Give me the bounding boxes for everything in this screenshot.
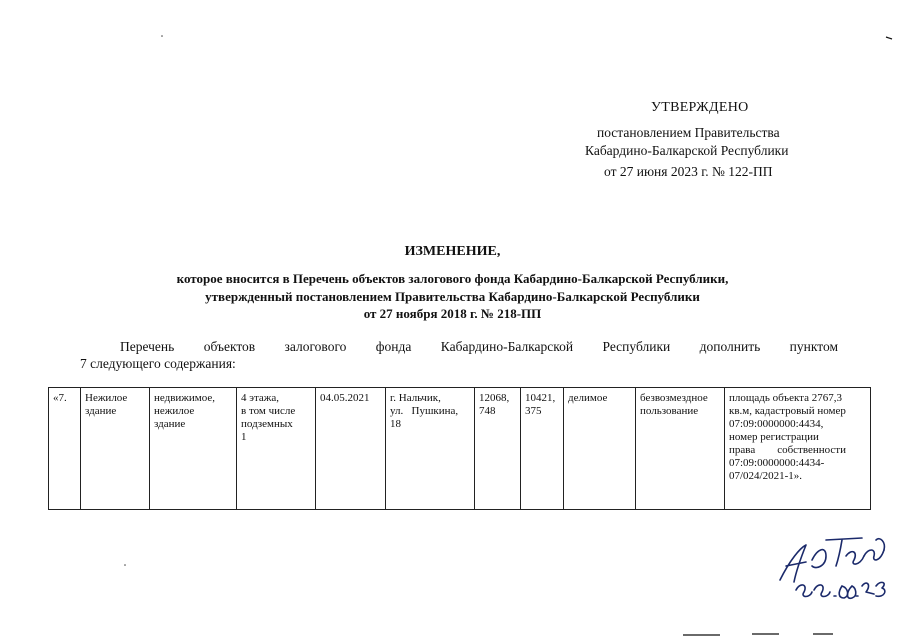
- cell-type: недвижимое, нежилое здание: [150, 388, 237, 510]
- paragraph-word: Перечень: [120, 339, 175, 354]
- approval-heading: УТВЕРЖДЕНО: [651, 100, 749, 115]
- title-line-3: от 27 ноября 2018 г. № 218-ПП: [363, 306, 542, 321]
- approval-line-1: постановлением Правительства: [597, 125, 780, 140]
- cell-address: г. Нальчик, ул. Пушкина, 18: [386, 388, 475, 510]
- paragraph-line-2: 7 следующего содержания:: [80, 356, 236, 371]
- title-line-1: которое вносится в Перечень объектов залогового фонда Кабардино-Балкарской Республики,: [176, 271, 729, 286]
- paragraph-word: дополнить: [699, 339, 761, 354]
- paragraph-word: пунктом: [789, 339, 838, 354]
- cell-floors: 4 этажа, в том числе подземных 1: [237, 388, 316, 510]
- paragraph-word: Республики: [602, 339, 671, 354]
- cell-value-2: 10421, 375: [521, 388, 564, 510]
- title-line-2: утвержденный постановлением Правительства Кабардино-Балкарской Республики: [205, 289, 700, 304]
- document-title: ИЗМЕНЕНИЕ,: [404, 244, 501, 259]
- paragraph-word: залогового: [284, 339, 347, 354]
- paragraph-word: Кабардино-Балкарской: [440, 339, 574, 354]
- paragraph-word: фонда: [375, 339, 412, 354]
- paragraph-word: объектов: [203, 339, 256, 354]
- cell-number: «7.: [49, 388, 81, 510]
- cell-value-1: 12068, 748: [475, 388, 521, 510]
- cell-divisibility: делимое: [564, 388, 636, 510]
- approval-line-3: от 27 июня 2023 г. № 122-ПП: [604, 164, 773, 179]
- cell-right: безвозмездное пользование: [636, 388, 725, 510]
- cell-description: площадь объекта 2767,3 кв.м, кадастровый номер 07:09:0000000:4434, номер регистрации права собственности 07:09:0000000:4434- 07/024/2021-1».: [725, 388, 871, 510]
- cell-name: Нежилое здание: [81, 388, 150, 510]
- cell-date: 04.05.2021: [316, 388, 386, 510]
- approval-line-2: Кабардино-Балкарской Республики: [585, 143, 789, 158]
